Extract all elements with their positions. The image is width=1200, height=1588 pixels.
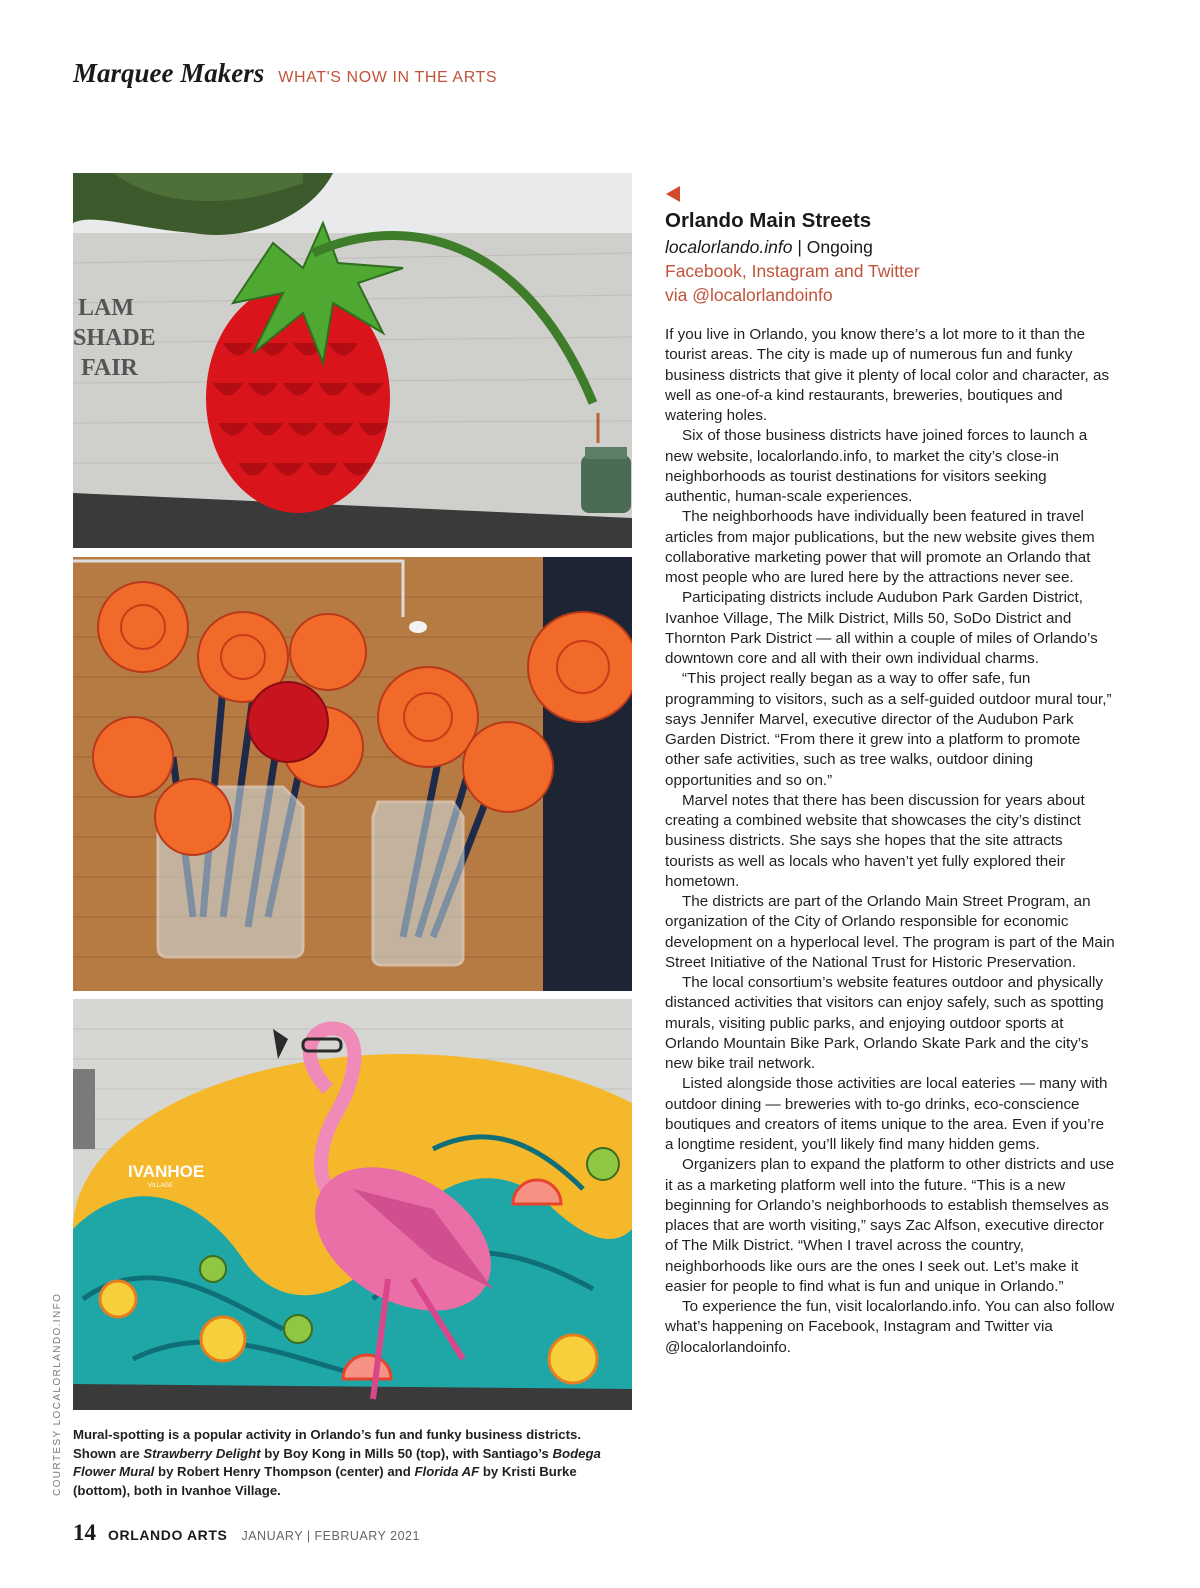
body-paragraph: Organizers plan to expand the platform to other districts and use it as a marketing platform well into the future. “This is a new beginning for Orlando’s neighborhoods to establish themselves as places that are worth visiting,” says Zac Alfson, executive director of The Milk District. “When I travel across the country, neighborhoods like ours are the ones I seek out. Let’s make it easier for people to find what is fun and unique in Orlando.” <box>665 1156 1115 1295</box>
body-paragraph: If you live in Orlando, you know there’s a lot more to it than the tourist areas. The city is made up of numerous fun and funky business districts that give it plenty of local color and character, as well as one-of-a kind restaurants, breweries, boutiques and watering holes. <box>665 326 1110 424</box>
photo-credit: COURTESY LOCALORLANDO.INFO <box>52 1292 63 1496</box>
event-social-line-1: Facebook, Instagram and Twitter <box>665 261 920 281</box>
body-paragraph: To experience the fun, visit localorlando.info. You can also follow what’s happening on Facebook, Instagram and Twitter via @localorlandoinfo. <box>665 1298 1115 1356</box>
wall-logo-ivanhoe: IVANHOE <box>128 1162 205 1181</box>
flower-mural-photo <box>73 557 632 991</box>
caption-text-1: Mural-spotting is a popular activity in Orlando’s fun and funky business districts. Shown are <box>73 1427 582 1461</box>
arrow-left-icon <box>666 186 680 202</box>
event-website: localorlando.info <box>665 237 793 257</box>
section-title: Marquee Makers <box>73 58 265 88</box>
section-tagline: WHAT'S NOW IN THE ARTS <box>278 69 498 86</box>
event-title: Orlando Main Streets <box>665 209 872 232</box>
caption-title-3: Florida AF <box>414 1464 480 1480</box>
body-paragraph: Six of those business districts have joined forces to launch a new website, localorlando.info, to market the city’s close-in neighborhoods as tourist destinations for visitors seeking authentic, human-scale experiences. <box>665 427 1088 505</box>
event-social-line-2: via @localorlandoinfo <box>665 285 833 305</box>
article-body <box>665 325 1115 1358</box>
body-paragraph: The districts are part of the Orlando Main Street Program, an organization of the City of Orlando responsible for economic development on a hyperlocal level. The program is part of the Main Street Initiative of the National Trust for Historic Preservation. <box>665 893 1115 971</box>
body-paragraph: Marvel notes that there has been discussion for years about creating a combined website that showcases the city’s distinct business districts. She says she hopes that the site attracts tourists as well as locals who haven’t yet fully explored their hometown. <box>665 791 1085 890</box>
event-subtitle <box>665 235 1125 259</box>
body-paragraph: Participating districts include Audubon Park Garden District, Ivanhoe Village, The Milk District, Mills 50, SoDo District and Thornton Park District — all within a couple of miles of Orlando’s downtown core and all with their own individual charms. <box>665 589 1098 667</box>
page-footer <box>73 1520 420 1546</box>
body-paragraph: The local consortium’s website features outdoor and physically distanced activities that visitors can enjoy safely, such as spotting murals, visiting public parks, and enjoying outdoor sports at Orlando Mountain Bike Park, Orlando Skate Park and the city’s new bike trail network. <box>665 974 1104 1072</box>
caption-title-2: Bodega Flower Mural <box>73 1445 601 1480</box>
strawberry-mural-photo <box>73 173 632 548</box>
event-separator: | <box>792 237 807 257</box>
wall-sign-line1: LAM <box>78 295 134 321</box>
photo-caption <box>73 1426 618 1500</box>
wall-sign-line2: SHADE <box>73 325 156 351</box>
caption-text-3: by Robert Henry Thompson (center) and <box>154 1464 415 1480</box>
event-status: Ongoing <box>806 237 873 257</box>
issue-date: JANUARY | FEBRUARY 2021 <box>241 1529 420 1543</box>
caption-text-2: by Boy Kong in Mills 50 (top), with Santiago’s <box>260 1445 553 1461</box>
page-header <box>73 58 497 89</box>
caption-title-1: Strawberry Delight <box>143 1445 261 1461</box>
caption-text-4: by Kristi Burke (bottom), both in Ivanhoe Village. <box>73 1464 577 1498</box>
wall-logo-village: VILLAGE <box>148 1183 174 1189</box>
magazine-name: ORLANDO ARTS <box>108 1527 228 1543</box>
event-listing <box>665 207 1125 307</box>
body-paragraph: The neighborhoods have individually been featured in travel articles from major publications, but the new website gives them collaborative marketing power that will promote an Orlando that most people who are lured here by the attractions never see. <box>665 508 1095 586</box>
page-number: 14 <box>73 1520 96 1545</box>
flamingo-mural-photo <box>73 999 632 1410</box>
wall-sign-line3: FAIR <box>81 355 138 381</box>
body-paragraph: “This project really began as a way to offer safe, fun programming to visitors, such as a self-guided outdoor mural tour,” says Jennifer Marvel, executive director of the Audubon Park Garden District. “From there it grew into a platform to promote other safe activities, such as tree walks, outdoor dining opportunities and so on.” <box>665 670 1112 789</box>
body-paragraph: Listed alongside those activities are local eateries — many with outdoor dining — breweries with to-go drinks, eco-conscience boutiques and creators of items unique to the area. Even if you’re a longtime resident, you’ll likely find many hidden gems. <box>665 1075 1108 1153</box>
